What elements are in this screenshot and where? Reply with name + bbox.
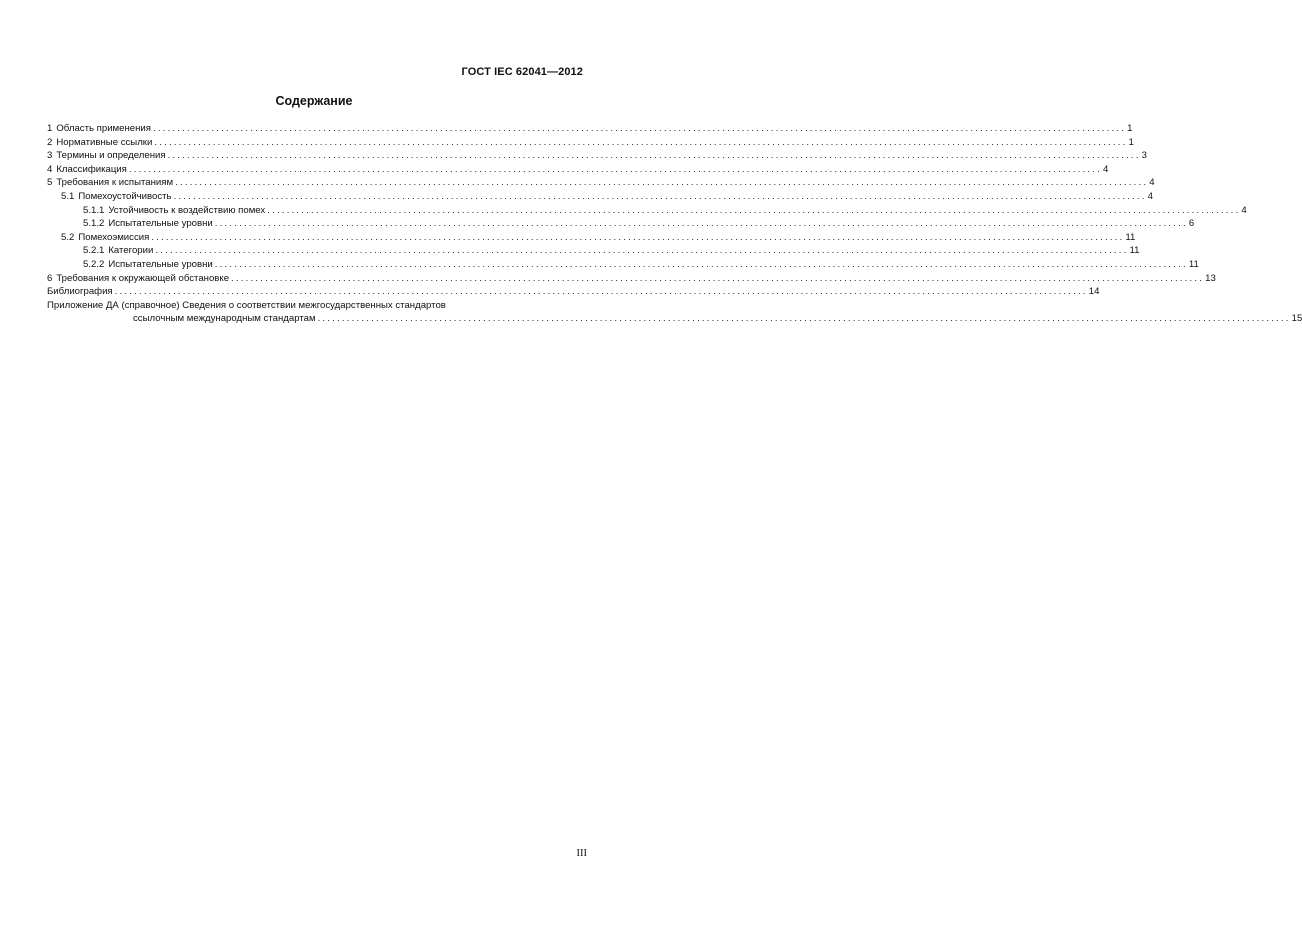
toc-appendix-title: Приложение ДА (справочное) Сведения о соответствии межгосударственных стандартов — [47, 299, 446, 311]
dot-leader: ........................................................................................................................................................................................................ — [167, 150, 1141, 162]
toc-item-page: 11 — [1188, 258, 1199, 270]
toc-item-number: 5.2.2 — [83, 258, 105, 270]
toc-item-number: 5.1.2 — [83, 218, 105, 230]
toc-item[interactable] — [47, 190, 1153, 204]
toc-appendix-line1[interactable] — [47, 299, 583, 313]
page-number: III — [576, 848, 587, 859]
toc-item-title: Область применения — [56, 123, 151, 134]
dot-leader: ........................................................................................................................................................................................................ — [317, 313, 1291, 325]
toc-item-number: 6 — [47, 272, 53, 284]
toc-item-page: 13 — [1205, 272, 1216, 284]
toc-item-page: 1 — [1128, 136, 1134, 148]
dot-leader: ........................................................................................................................................................................................................ — [214, 218, 1188, 230]
toc-item-page: 4 — [1149, 177, 1155, 189]
toc-item-number: 1 — [47, 123, 53, 134]
toc-item-number: 4 — [47, 163, 53, 175]
dot-leader: ........................................................................................................................................................................................................ — [155, 245, 1129, 257]
toc-item-page: 11 — [1129, 245, 1140, 257]
toc-item-number: 2 — [47, 136, 53, 148]
toc-item-page: 15 — [1291, 313, 1302, 325]
dot-leader: ........................................................................................................................................................................................................ — [114, 286, 1088, 298]
toc-item-title: Помехоэмиссия — [78, 231, 150, 243]
toc-item[interactable] — [47, 122, 1133, 136]
toc-item-number: 3 — [47, 150, 53, 162]
table-of-contents — [47, 122, 1302, 326]
toc-item-number: 5.1.1 — [83, 204, 105, 216]
toc-item-title: Термины и определения — [56, 150, 166, 162]
toc-item-title: Категории — [108, 245, 154, 257]
toc-item[interactable] — [47, 163, 1109, 177]
toc-item[interactable] — [47, 258, 1199, 272]
toc-appendix-subtitle: ссылочным международным стандартам — [133, 313, 316, 325]
dot-leader: ........................................................................................................................................................................................................ — [152, 123, 1127, 134]
toc-item[interactable] — [47, 149, 1148, 163]
toc-item[interactable] — [47, 285, 1100, 299]
dot-leader: ........................................................................................................................................................................................................ — [267, 204, 1241, 216]
toc-item-title: Нормативные ссылки — [56, 136, 153, 148]
toc-item-page: 14 — [1088, 286, 1100, 298]
dot-leader: ........................................................................................................................................................................................................ — [214, 258, 1188, 270]
toc-item[interactable] — [47, 231, 1136, 245]
dot-leader: ........................................................................................................................................................................................................ — [151, 231, 1125, 243]
dot-leader: ........................................................................................................................................................................................................ — [175, 177, 1149, 189]
toc-item-page: 4 — [1102, 163, 1109, 175]
toc-item[interactable] — [47, 217, 1195, 231]
document-code: ГОСТ IEC 62041—2012 — [461, 66, 583, 78]
toc-item-number: 5.2.1 — [83, 245, 105, 257]
toc-item-number: 5 — [47, 177, 53, 189]
toc-item-page: 4 — [1147, 190, 1153, 202]
toc-item-page: 11 — [1125, 231, 1136, 243]
toc-item-page: 1 — [1127, 123, 1133, 134]
toc-appendix-line2[interactable] — [47, 312, 1302, 326]
toc-item-title: Испытательные уровни — [108, 218, 213, 230]
toc-item-page: 4 — [1241, 204, 1247, 216]
toc-item-number: 5.1 — [61, 190, 75, 202]
toc-item[interactable] — [47, 176, 1155, 190]
toc-item[interactable] — [47, 272, 1216, 286]
toc-item-title: Требования к окружающей обстановке — [56, 272, 230, 284]
toc-item-title: Классификация — [56, 163, 127, 175]
toc-item[interactable] — [47, 204, 1247, 218]
dot-leader: ........................................................................................................................................................................................................ — [154, 136, 1128, 148]
page-title: Содержание — [275, 94, 353, 108]
dot-leader: ........................................................................................................................................................................................................ — [128, 163, 1102, 175]
toc-item-page: 6 — [1188, 218, 1195, 230]
toc-item-title: Помехоустойчивость — [78, 190, 172, 202]
toc-item-title: Библиография — [47, 286, 113, 298]
toc-item-title: Требования к испытаниям — [56, 177, 174, 189]
dot-leader: ........................................................................................................................................................................................................ — [173, 190, 1147, 202]
toc-item[interactable] — [47, 136, 1134, 150]
toc-item-title: Устойчивость к воздействию помех — [108, 204, 266, 216]
toc-item-title: Испытательные уровни — [108, 258, 213, 270]
dot-leader: ........................................................................................................................................................................................................ — [231, 272, 1205, 284]
toc-item-number: 5.2 — [61, 231, 75, 243]
toc-item-page: 3 — [1141, 150, 1148, 162]
toc-item[interactable] — [47, 244, 1140, 258]
